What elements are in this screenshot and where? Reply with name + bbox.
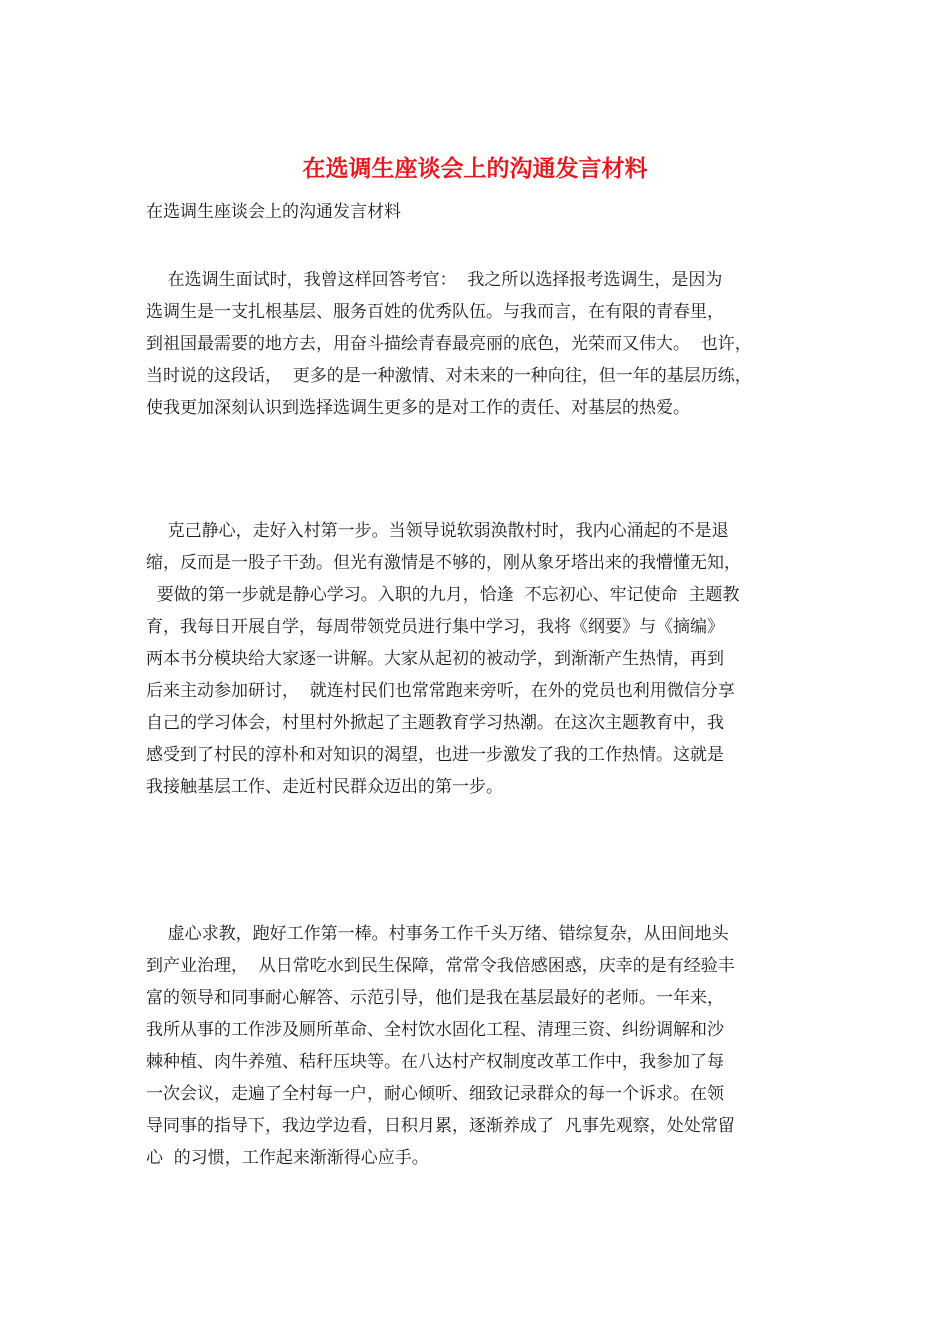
paragraph-3	[146, 918, 826, 1174]
paragraph-line: 选调生是一支扎根基层、服务百姓的优秀队伍。与我而言，在有限的青春里，	[146, 302, 724, 322]
paragraph-line: 当时说的这段话， 更多的是一种激情、对未来的一种向往，但一年的基层历练，	[146, 366, 752, 386]
paragraph-2	[146, 515, 826, 803]
paragraph-line: 导同事的指导下，我边学边看，日积月累，逐渐养成了 凡事先观察，处处常留	[146, 1116, 735, 1136]
paragraph-line: 虚心求教，跑好工作第一棒。村事务工作千头万绪、错综复杂，从田间地头	[146, 924, 729, 944]
paragraph-line: 缩，反而是一股子干劲。但光有激情是不够的，刚从象牙塔出来的我懵懂无知，	[146, 553, 741, 573]
paragraph-line: 克己静心，走好入村第一步。当领导说软弱涣散村时，我内心涌起的不是退	[146, 521, 729, 541]
paragraph-line: 感受到了村民的淳朴和对知识的渴望，也进一步激发了我的工作热情。这就是	[146, 745, 724, 765]
paragraph-line: 一次会议，走遍了全村每一户，耐心倾听、细致记录群众的每一个诉求。在领	[146, 1084, 724, 1104]
paragraph-line: 心 的习惯，工作起来渐渐得心应手。	[146, 1148, 429, 1168]
paragraph-line: 我接触基层工作、走近村民群众迈出的第一步。	[146, 777, 503, 797]
paragraph-line: 自己的学习体会，村里村外掀起了主题教育学习热潮。在这次主题教育中，我	[146, 713, 724, 733]
paragraph-line: 在选调生面试时，我曾这样回答考官： 我之所以选择报考选调生，是因为	[146, 270, 723, 290]
paragraph-line: 后来主动参加研讨， 就连村民们也常常跑来旁听，在外的党员也利用微信分享	[146, 681, 735, 701]
paragraph-line: 棘种植、肉牛养殖、秸秆压块等。在八达村产权制度改革工作中，我参加了每	[146, 1052, 724, 1072]
paragraph-line: 到产业治理， 从日常吃水到民生保障，常常令我倍感困惑，庆幸的是有经验丰	[146, 956, 735, 976]
paragraph-line: 使我更加深刻认识到选择选调生更多的是对工作的责任、对基层的热爱。	[146, 398, 690, 418]
paragraph-line: 富的领导和同事耐心解答、示范引导，他们是我在基层最好的老师。一年来，	[146, 988, 724, 1008]
paragraph-line: 育，我每日开展自学，每周带领党员进行集中学习，我将《纲要》与《摘编》	[146, 617, 724, 637]
paragraph-line: 到祖国最需要的地方去，用奋斗描绘青春最亮丽的底色，光荣而又伟大。 也许，	[146, 334, 752, 354]
paragraph-line: 要做的第一步就是静心学习。入职的九月，恰逢 不忘初心、牢记使命 主题教	[146, 585, 740, 605]
paragraph-line: 我所从事的工作涉及厕所革命、全村饮水固化工程、清理三资、纠纷调解和沙	[146, 1020, 724, 1040]
paragraph-1	[146, 264, 826, 424]
document-title: 在选调生座谈会上的沟通发言材料	[302, 155, 648, 182]
paragraph-line: 两本书分模块给大家逐一讲解。大家从起初的被动学，到渐渐产生热情，再到	[146, 649, 724, 669]
document-subtitle: 在选调生座谈会上的沟通发言材料	[146, 202, 401, 222]
